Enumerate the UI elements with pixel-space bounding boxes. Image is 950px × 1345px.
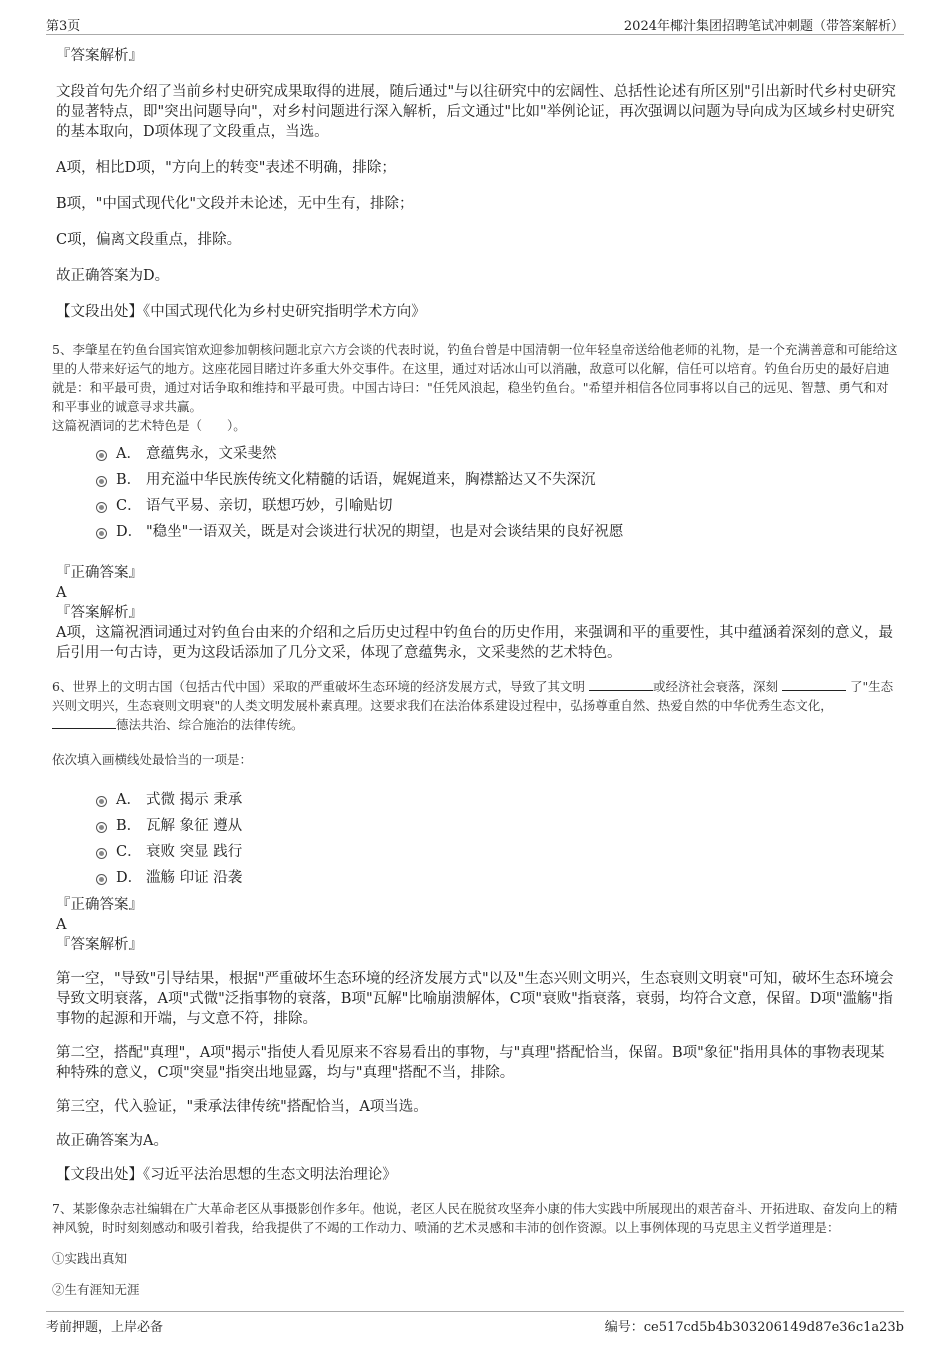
blank-1: [589, 678, 653, 691]
q5-question: 这篇祝酒词的艺术特色是（ ）。: [52, 418, 246, 433]
q6-answer-conclusion: 故正确答案为A。: [56, 1133, 168, 1149]
q6-option-a[interactable]: A． 式微 揭示 秉承: [96, 787, 898, 813]
q4-analysis-b: B项，"中国式现代化"文段并未论述，无中生有，排除；: [56, 196, 414, 212]
page-header: [46, 12, 904, 35]
radio-icon[interactable]: [96, 874, 107, 885]
radio-icon[interactable]: [96, 528, 107, 539]
q5-option-b[interactable]: B． 用充溢中华民族传统文化精髓的话语，娓娓道来，胸襟豁达又不失深沉: [96, 467, 898, 493]
q4-analysis-a: A项，相比D项，"方向上的转变"表述不明确，排除；: [56, 160, 396, 176]
radio-icon[interactable]: [96, 502, 107, 513]
q5-options: [96, 441, 898, 545]
q6-analysis-label: 『答案解析』: [56, 937, 143, 953]
q5-answer: A: [56, 585, 67, 601]
q4-analysis-paragraph: 文段首句先介绍了当前乡村史研究成果取得的进展，随后通过"与以往研究中的宏阔性、总括性论述有所区别"引出新时代乡村史研究的显著特点，即"突出问题导向"，对乡村问题进行深入解析，后文通过"比如"举例论证，再次强调以问题为导向成为区域乡村史研究的基本取向，D项体现了文段重点，当选。: [56, 84, 896, 140]
q4-source: 【文段出处】《中国式现代化为乡村史研究指明学术方向》: [56, 304, 426, 320]
document-id: 编号：ce517cd5b4b303206149d87e36c1a23b: [604, 1320, 904, 1335]
radio-icon[interactable]: [96, 822, 107, 833]
page-content: [52, 40, 898, 1299]
q6-option-c[interactable]: C． 衰败 突显 践行: [96, 839, 898, 865]
q5-answer-label: 『正确答案』: [56, 565, 143, 581]
q7-item-2: ②生有涯知无涯: [52, 1282, 140, 1297]
q5-option-c[interactable]: C． 语气平易、亲切，联想巧妙，引喻贴切: [96, 493, 898, 519]
blank-3: [52, 716, 116, 729]
q5-analysis-label: 『答案解析』: [56, 605, 143, 621]
q6-source: 【文段出处】《习近平法治思想的生态文明法治理论》: [56, 1167, 397, 1183]
radio-icon[interactable]: [96, 796, 107, 807]
page-footer: [46, 1311, 904, 1336]
page-number: 第3页: [46, 19, 81, 34]
q5-analysis: A项，这篇祝酒词通过对钓鱼台由来的介绍和之后历史过程中钓鱼台的历史作用，来强调和平的重要性，其中蕴涵着深刻的意义，最后引用一句古诗，更为这段话添加了几分文采，体现了意蕴隽永，文采斐然的艺术特色。: [56, 625, 893, 661]
q6-options: [96, 787, 898, 891]
q6-option-b[interactable]: B． 瓦解 象征 遵从: [96, 813, 898, 839]
q6-analysis-first: 第一空，"导致"引导结果，根据"严重破坏生态环境的经济发展方式"以及"生态兴则文明兴，生态衰则文明衰"可知，破坏生态环境会导致文明衰落，A项"式微"泛指事物的衰落，B项"瓦解"比喻崩溃解体，C项"衰败"指衰落，衰弱，均符合文意，保留。D项"滥觞"指事物的起源和开端，与文意不符，排除。: [56, 971, 894, 1027]
q5-stem: 5、李肇星在钓鱼台国宾馆欢迎参加朝核问题北京六方会谈的代表时说，钓鱼台曾是中国清朝一位年轻皇帝送给他老师的礼物，是一个充满善意和可能给这里的人带来好运气的地方。这座花园目睹过许多重大外交事件。在这里，通过对话冰山可以消融，敌意可以化解，信任可以培育。钓鱼台历史的最好启迪就是：和平最可贵，通过对话争取和维持和平最可贵。中国古诗曰："任凭风浪起，稳坐钓鱼台。"希望并相信各位同事将以自己的远见、智慧、勇气和对和平事业的诚意寻求共赢。: [52, 342, 898, 414]
q6-analysis-second: 第二空，搭配"真理"，A项"揭示"指使人看见原来不容易看出的事物，与"真理"搭配恰当，保留。B项"象征"指用具体的事物表现某种特殊的意义，C项"突显"指突出地显露，均与"真理"搭配不当，排除。: [56, 1045, 885, 1081]
q5-option-d[interactable]: D． "稳坐"一语双关，既是对会谈进行状况的期望，也是对会谈结果的良好祝愿: [96, 519, 898, 545]
q4-analysis-label: 『答案解析』: [56, 48, 143, 64]
q7-stem: 7、某影像杂志社编辑在广大革命老区从事摄影创作多年。他说，老区人民在脱贫攻坚奔小康的伟大实践中所展现出的艰苦奋斗、开拓进取、奋发向上的精神风貌，时时刻刻感动和吸引着我，给我提供了不竭的工作动力、喷涌的艺术灵感和丰沛的创作资源。以上事例体现的马克思主义哲学道理是：: [52, 1201, 898, 1235]
radio-icon[interactable]: [96, 848, 107, 859]
q4-analysis-c: C项，偏离文段重点，排除。: [56, 232, 242, 248]
q6-answer: A: [56, 917, 67, 933]
q6-option-d[interactable]: D． 滥觞 印证 沿袭: [96, 865, 898, 891]
q6-answer-label: 『正确答案』: [56, 897, 143, 913]
document-title: 2024年椰汁集团招聘笔试冲刺题（带答案解析）: [623, 19, 904, 34]
q6-question: 依次填入画横线处最恰当的一项是：: [52, 752, 253, 767]
q6-stem: 6、世界上的文明古国（包括古代中国）采取的严重破坏生态环境的经济发展方式，导致了其文明 或经济社会衰落，深刻 了"生态兴则文明兴，生态衰则文明衰"的人类文明发展朴素真理。这要求我们在法治体系建设过程中，弘扬尊重自然、热爱自然的中华优秀生态文化， 德法共治、综合施治的法律传统。: [52, 679, 894, 732]
radio-icon[interactable]: [96, 476, 107, 487]
q7-item-1: ①实践出真知: [52, 1251, 128, 1266]
radio-icon[interactable]: [96, 450, 107, 461]
footer-slogan: 考前押题，上岸必备: [46, 1320, 164, 1335]
blank-2: [782, 678, 846, 691]
q5-option-a[interactable]: A． 意蕴隽永，文采斐然: [96, 441, 898, 467]
q6-analysis-third: 第三空，代入验证，"秉承法律传统"搭配恰当，A项当选。: [56, 1099, 428, 1115]
q4-answer-conclusion: 故正确答案为D。: [56, 268, 170, 284]
